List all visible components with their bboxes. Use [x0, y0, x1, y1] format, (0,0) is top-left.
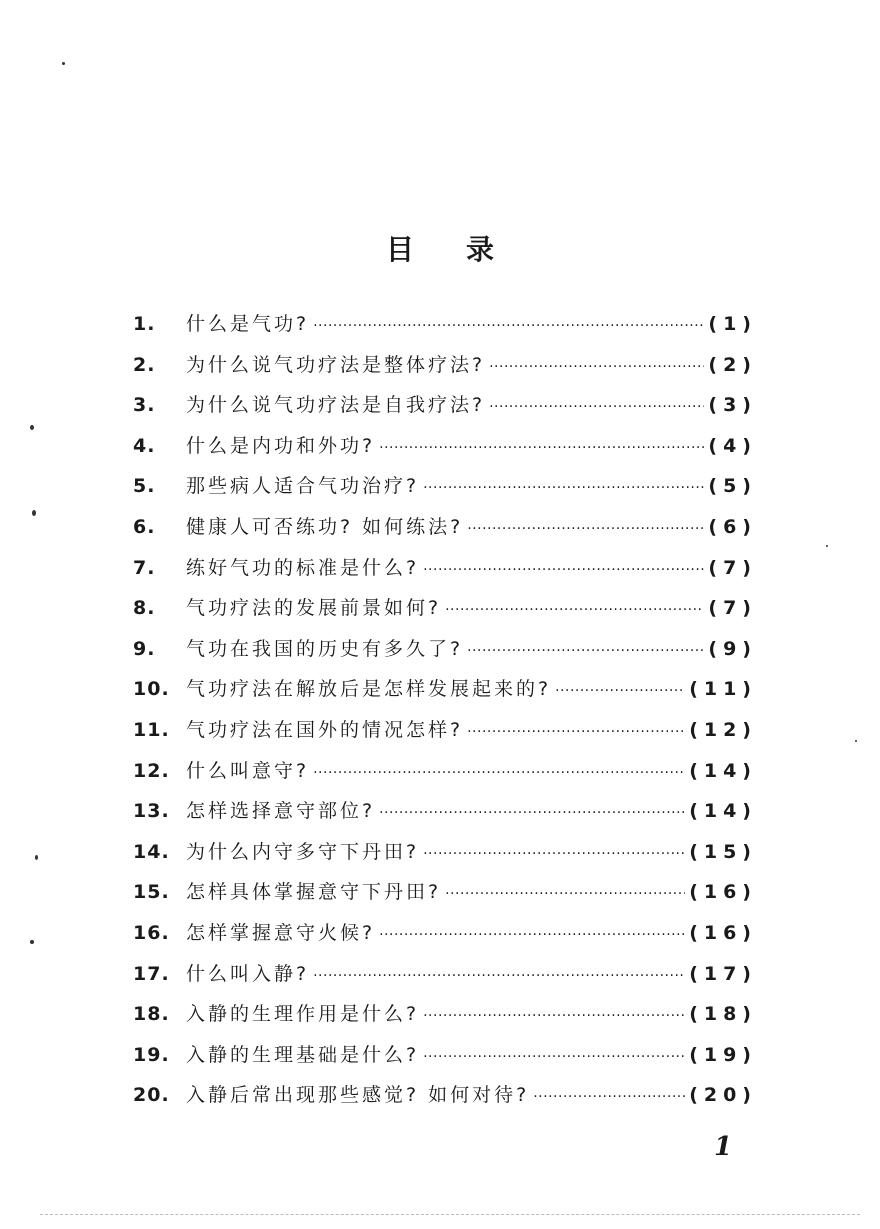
entry-title: 什么叫意守?: [186, 759, 310, 782]
entry-title: 为什么说气功疗法是自我疗法?: [186, 394, 486, 417]
dot-leader: [313, 968, 685, 984]
entry-page-ref: (9): [708, 637, 757, 660]
entry-title: 健康人可否练功? 如何练法?: [186, 515, 464, 538]
entry-number: 8.: [133, 597, 156, 620]
entry-number: 18.: [133, 1003, 170, 1026]
toc-entry: [133, 837, 757, 878]
toc-entry: [133, 512, 757, 553]
entry-page-ref: (11): [689, 678, 757, 701]
dot-leader: [467, 643, 704, 659]
dot-leader: [489, 359, 704, 375]
dot-leader: [313, 765, 685, 781]
dot-leader: [379, 927, 685, 943]
dot-leader: [467, 521, 704, 537]
dot-leader: [467, 724, 685, 740]
entry-number: 1.: [133, 313, 156, 335]
entry-number: 13.: [133, 800, 170, 823]
entry-page-ref: (18): [689, 1003, 757, 1026]
entry-title: 练好气功的标准是什么?: [186, 556, 420, 579]
toc-entry: [133, 918, 757, 959]
entry-number: 14.: [133, 840, 170, 863]
entry-page-ref: (19): [689, 1043, 757, 1066]
scan-speck: [62, 62, 65, 65]
entry-number: 6.: [133, 515, 156, 538]
entry-page-ref: (4): [708, 434, 757, 457]
entry-number: 19.: [133, 1043, 170, 1066]
entry-title: 什么是气功?: [186, 313, 310, 335]
dot-leader: [423, 1049, 685, 1065]
dot-leader: [423, 480, 704, 496]
page-number: 1: [714, 1132, 733, 1162]
scan-speck: [855, 740, 857, 742]
toc-entry: [133, 1080, 757, 1121]
dot-leader: [445, 886, 685, 902]
toc-entry: [133, 715, 757, 756]
dot-leader: [533, 1089, 685, 1105]
dot-leader: [313, 318, 704, 334]
entry-page-ref: (6): [708, 515, 757, 538]
entry-page-ref: (16): [689, 881, 757, 904]
entry-title: 气功在我国的历史有多久了?: [186, 637, 464, 660]
entry-title: 什么叫入静?: [186, 962, 310, 985]
toc-entry: [133, 593, 757, 634]
entry-title: 气功疗法在国外的情况怎样?: [186, 718, 464, 741]
dot-leader: [445, 602, 704, 618]
entry-page-ref: (12): [689, 718, 757, 741]
page-title: 目录: [385, 233, 546, 266]
scan-speck: [30, 425, 34, 430]
toc-entry: [133, 309, 757, 350]
table-of-contents: [133, 309, 757, 1121]
entry-page-ref: (7): [708, 556, 757, 579]
toc-entry: [133, 390, 757, 431]
entry-title: 什么是内功和外功?: [186, 434, 376, 457]
toc-entry: [133, 350, 757, 391]
toc-entry: [133, 959, 757, 1000]
entry-page-ref: (7): [708, 597, 757, 620]
entry-title: 入静后常出现那些感觉? 如何对待?: [186, 1084, 530, 1107]
entry-page-ref: (17): [689, 962, 757, 985]
entry-number: 16.: [133, 921, 170, 944]
entry-title: 入静的生理作用是什么?: [186, 1003, 420, 1026]
entry-page-ref: (15): [689, 840, 757, 863]
dot-leader: [423, 846, 685, 862]
entry-title: 气功疗法的发展前景如何?: [186, 597, 442, 620]
entry-page-ref: (20): [689, 1084, 757, 1107]
entry-number: 4.: [133, 434, 156, 457]
entry-title: 那些病人适合气功治疗?: [186, 475, 420, 498]
toc-entry: [133, 553, 757, 594]
scan-speck: [30, 940, 34, 944]
entry-page-ref: (1): [708, 313, 757, 335]
entry-number: 5.: [133, 475, 156, 498]
dot-leader: [423, 1008, 685, 1024]
toc-entry: [133, 999, 757, 1040]
toc-entry: [133, 674, 757, 715]
entry-page-ref: (3): [708, 394, 757, 417]
scan-edge-artifact: [40, 1214, 860, 1221]
toc-entry: [133, 471, 757, 512]
toc-entry: [133, 756, 757, 797]
dot-leader: [423, 562, 704, 578]
entry-page-ref: (2): [708, 353, 757, 376]
entry-number: 7.: [133, 556, 156, 579]
toc-entry: [133, 431, 757, 472]
toc-entry: [133, 796, 757, 837]
entry-title: 怎样选择意守部位?: [186, 800, 376, 823]
scan-speck: [826, 545, 828, 547]
entry-number: 3.: [133, 394, 156, 417]
entry-number: 17.: [133, 962, 170, 985]
entry-title: 为什么说气功疗法是整体疗法?: [186, 353, 486, 376]
entry-number: 11.: [133, 718, 170, 741]
entry-title: 怎样掌握意守火候?: [186, 921, 376, 944]
entry-page-ref: (14): [689, 759, 757, 782]
entry-number: 2.: [133, 353, 156, 376]
entry-number: 9.: [133, 637, 156, 660]
entry-number: 10.: [133, 678, 170, 701]
toc-entry: [133, 1040, 757, 1081]
entry-title: 入静的生理基础是什么?: [186, 1043, 420, 1066]
toc-entry: [133, 634, 757, 675]
entry-number: 20.: [133, 1084, 170, 1107]
entry-page-ref: (5): [708, 475, 757, 498]
entry-number: 12.: [133, 759, 170, 782]
entry-number: 15.: [133, 881, 170, 904]
dot-leader: [555, 683, 685, 699]
entry-title: 为什么内守多守下丹田?: [186, 840, 420, 863]
entry-page-ref: (16): [689, 921, 757, 944]
scan-speck: [35, 855, 38, 860]
dot-leader: [379, 440, 704, 456]
dot-leader: [379, 805, 685, 821]
entry-title: 气功疗法在解放后是怎样发展起来的?: [186, 678, 552, 701]
dot-leader: [489, 399, 704, 415]
toc-entry: [133, 877, 757, 918]
scan-speck: [32, 510, 36, 516]
entry-title: 怎样具体掌握意守下丹田?: [186, 881, 442, 904]
entry-page-ref: (14): [689, 800, 757, 823]
